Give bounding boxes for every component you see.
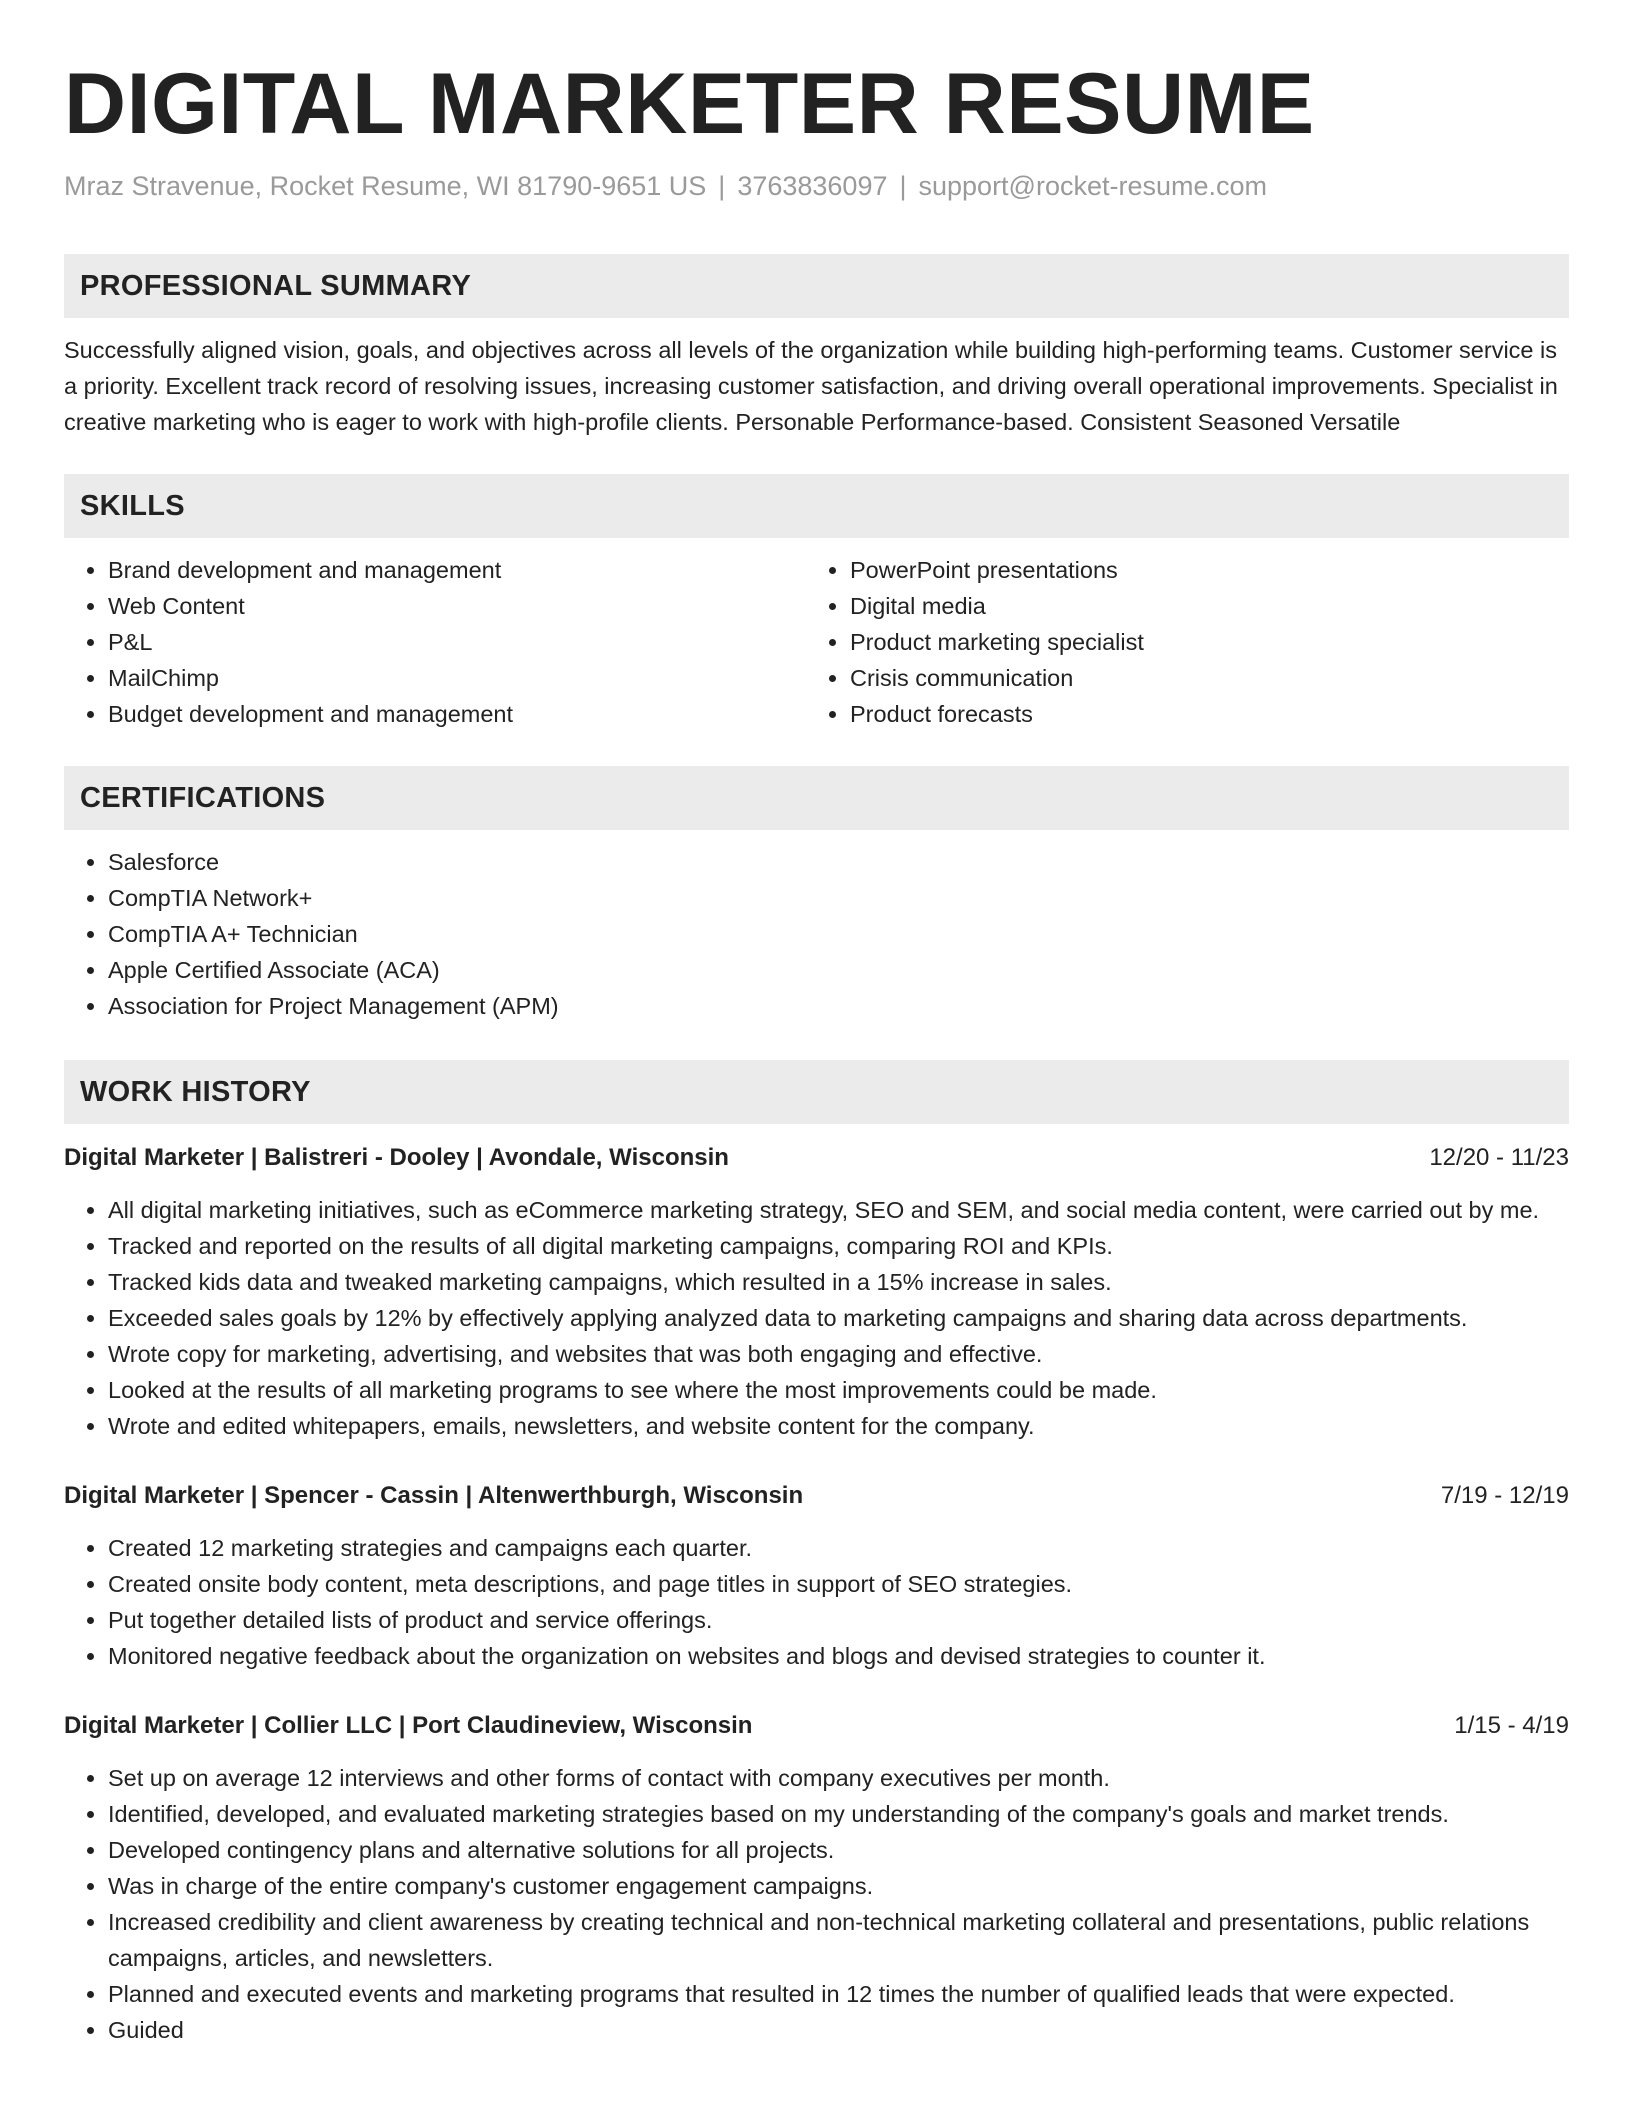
job-bullet: • Guided (108, 2012, 1569, 2048)
skills-grid (64, 552, 1569, 732)
job-entry (64, 1140, 1569, 1444)
certification-item: • Association for Project Management (APM) (108, 988, 1569, 1024)
job-bullet: • Set up on average 12 interviews and other forms of contact with company executives per month. (108, 1760, 1569, 1796)
contact-phone: 3763836097 (737, 171, 888, 201)
resume-title: DIGITAL MARKETER RESUME (64, 56, 1315, 152)
certifications-heading: CERTIFICATIONS (64, 766, 1569, 830)
work-history-heading: WORK HISTORY (64, 1060, 1569, 1124)
certification-item: • CompTIA A+ Technician (108, 916, 1569, 952)
job-header (64, 1140, 1569, 1176)
skill-item: • MailChimp (108, 660, 806, 696)
summary-text: Successfully aligned vision, goals, and objectives across all levels of the organization while building high-performing teams. Customer service is a priority. Excellent track record of resolving issues, increasing customer satisfaction, and driving overall operational improvements. Specialist in creative marketing who is eager to work with high-profile clients. Personable Performance-based. Consistent Seasoned Versatile (64, 337, 1558, 435)
skill-item: • Web Content (108, 588, 806, 624)
job-bullets (64, 1192, 1569, 1444)
job-bullet: • Monitored negative feedback about the organization on websites and blogs and devised strategies to counter it. (108, 1638, 1569, 1674)
job-entry (64, 1708, 1569, 2048)
job-dates: 12/20 - 11/23 (1429, 1144, 1569, 1171)
contact-address: Mraz Stravenue, Rocket Resume, WI 81790-9651 US (64, 171, 707, 201)
job-title: Digital Marketer | Spencer - Cassin | Altenwerthburgh, Wisconsin (64, 1482, 804, 1509)
job-dates: 1/15 - 4/19 (1454, 1712, 1569, 1739)
skills-list-left (64, 552, 806, 732)
job-bullet: • Was in charge of the entire company's customer engagement campaigns. (108, 1868, 1569, 1904)
skills-heading: SKILLS (64, 474, 1569, 538)
skill-item: • Crisis communication (850, 660, 1548, 696)
job-bullet: • Planned and executed events and marketing programs that resulted in 12 times the number of qualified leads that were expected. (108, 1976, 1569, 2012)
skill-item: • P&L (108, 624, 806, 660)
job-bullet: • Looked at the results of all marketing programs to see where the most improvements could be made. (108, 1372, 1569, 1408)
job-bullet: • Tracked kids data and tweaked marketing campaigns, which resulted in a 15% increase in sales. (108, 1264, 1569, 1300)
skills-column-left (64, 552, 806, 732)
skill-item: • Budget development and management (108, 696, 806, 732)
contact-separator: | (718, 171, 726, 201)
job-bullet: • Created onsite body content, meta descriptions, and page titles in support of SEO strategies. (108, 1566, 1569, 1602)
job-title: Digital Marketer | Collier LLC | Port Claudineview, Wisconsin (64, 1712, 753, 1739)
skill-item: • Digital media (850, 588, 1548, 624)
skill-item: • Product forecasts (850, 696, 1548, 732)
job-bullet: • Tracked and reported on the results of all digital marketing campaigns, comparing ROI and KPIs. (108, 1228, 1569, 1264)
job-bullet: • Increased credibility and client awareness by creating technical and non-technical marketing collateral and presentations, public relations campaigns, articles, and newsletters. (108, 1904, 1569, 1976)
skills-column-right (806, 552, 1548, 732)
job-bullet: • Developed contingency plans and alternative solutions for all projects. (108, 1832, 1569, 1868)
contact-line (64, 168, 1569, 204)
job-title: Digital Marketer | Balistreri - Dooley | Avondale, Wisconsin (64, 1144, 729, 1171)
job-bullet: • Created 12 marketing strategies and campaigns each quarter. (108, 1530, 1569, 1566)
contact-email: support@rocket-resume.com (918, 171, 1268, 201)
contact-separator: | (899, 171, 907, 201)
job-bullet: • Identified, developed, and evaluated marketing strategies based on my understanding of the company's goals and market trends. (108, 1796, 1569, 1832)
job-bullet: • Put together detailed lists of product and service offerings. (108, 1602, 1569, 1638)
job-dates: 7/19 - 12/19 (1440, 1482, 1569, 1509)
job-bullet: • Exceeded sales goals by 12% by effectively applying analyzed data to marketing campaigns and sharing data across departments. (108, 1300, 1569, 1336)
job-bullet: • Wrote and edited whitepapers, emails, newsletters, and website content for the company. (108, 1408, 1569, 1444)
job-bullets (64, 1530, 1569, 1674)
summary-heading: PROFESSIONAL SUMMARY (64, 254, 1569, 318)
certification-item: • CompTIA Network+ (108, 880, 1569, 916)
skill-item: • Brand development and management (108, 552, 806, 588)
job-entry (64, 1478, 1569, 1674)
job-header (64, 1708, 1569, 1744)
skill-item: • Product marketing specialist (850, 624, 1548, 660)
job-bullets (64, 1760, 1569, 2048)
skills-list-right (806, 552, 1548, 732)
job-bullet: • Wrote copy for marketing, advertising, and websites that was both engaging and effective. (108, 1336, 1569, 1372)
job-header (64, 1478, 1569, 1514)
skill-item: • PowerPoint presentations (850, 552, 1548, 588)
job-bullet: • All digital marketing initiatives, such as eCommerce marketing strategy, SEO and SEM, and social media content, were carried out by me. (108, 1192, 1569, 1228)
certifications-list (64, 844, 1569, 1024)
certification-item: • Apple Certified Associate (ACA) (108, 952, 1569, 988)
certification-item: • Salesforce (108, 844, 1569, 880)
